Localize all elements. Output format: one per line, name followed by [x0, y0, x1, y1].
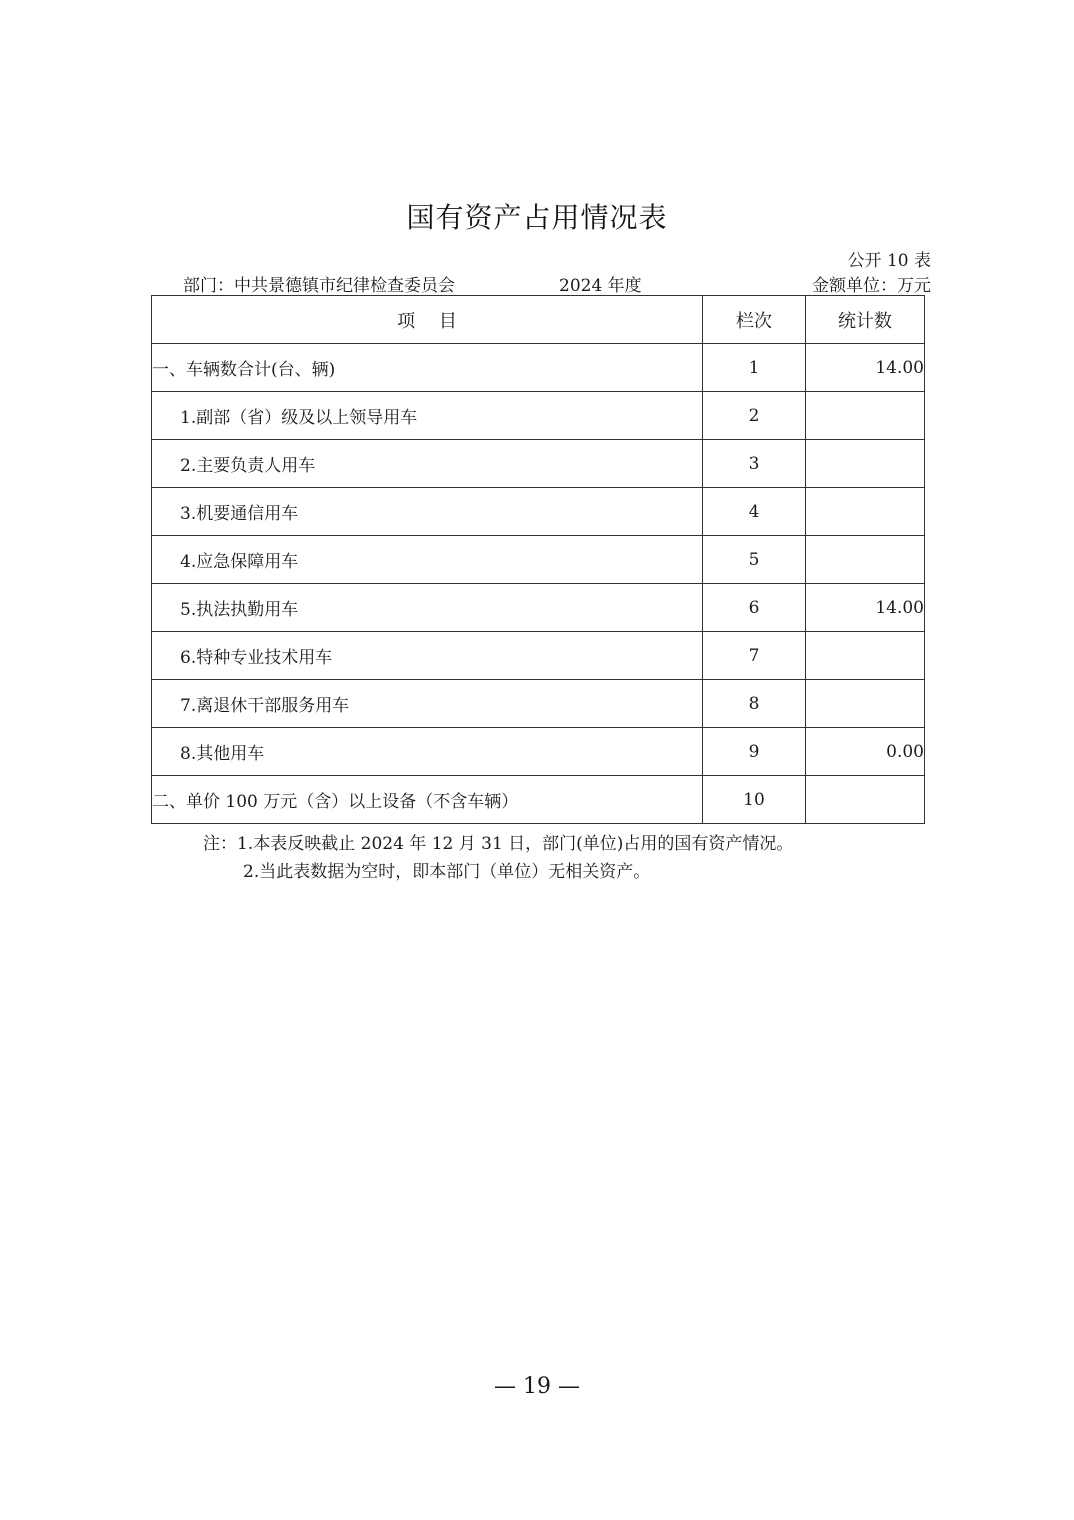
page-title: 国有资产占用情况表 — [406, 201, 668, 234]
row-value: 0.00 — [806, 728, 925, 776]
table-row — [152, 488, 925, 536]
table-row — [152, 392, 925, 440]
page-number: — 19 — — [494, 1374, 580, 1399]
row-line: 6 — [703, 584, 806, 632]
row-line: 3 — [703, 440, 806, 488]
row-value — [806, 776, 925, 824]
row-item: 3.机要通信用车 — [152, 488, 703, 536]
row-line: 10 — [703, 776, 806, 824]
row-item: 2.主要负责人用车 — [152, 440, 703, 488]
row-value — [806, 488, 925, 536]
row-item: 5.执法执勤用车 — [152, 584, 703, 632]
row-line: 1 — [703, 344, 806, 392]
header-value: 统计数 — [806, 296, 925, 344]
table-header-row — [152, 296, 925, 344]
table-row — [152, 728, 925, 776]
row-item: 8.其他用车 — [152, 728, 703, 776]
table-number: 公开 10 表 — [847, 251, 931, 271]
table-notes — [203, 830, 793, 886]
note-1: 注：1.本表反映截止 2024 年 12 月 31 日，部门(单位)占用的国有资产情况。 — [203, 834, 794, 854]
department-label: 部门：中共景德镇市纪律检查委员会 — [183, 276, 455, 296]
row-item: 4.应急保障用车 — [152, 536, 703, 584]
row-line: 4 — [703, 488, 806, 536]
row-value — [806, 632, 925, 680]
row-value — [806, 536, 925, 584]
table-row — [152, 776, 925, 824]
row-line: 2 — [703, 392, 806, 440]
header-line: 栏次 — [703, 296, 806, 344]
row-value: 14.00 — [806, 344, 925, 392]
row-value — [806, 440, 925, 488]
table-row — [152, 584, 925, 632]
amount-unit: 金额单位：万元 — [812, 276, 931, 296]
table-row — [152, 680, 925, 728]
table-row — [152, 536, 925, 584]
row-line: 8 — [703, 680, 806, 728]
table-row — [152, 344, 925, 392]
note-2: 2.当此表数据为空时，即本部门（单位）无相关资产。 — [243, 862, 651, 882]
row-value — [806, 392, 925, 440]
row-line: 7 — [703, 632, 806, 680]
row-item: 7.离退休干部服务用车 — [152, 680, 703, 728]
asset-table — [151, 295, 925, 824]
row-value — [806, 680, 925, 728]
row-item: 6.特种专业技术用车 — [152, 632, 703, 680]
table-row — [152, 440, 925, 488]
fiscal-year: 2024 年度 — [559, 276, 642, 296]
row-value: 14.00 — [806, 584, 925, 632]
header-item: 项 目 — [152, 296, 703, 344]
row-item: 二、单价 100 万元（含）以上设备（不含车辆） — [152, 776, 703, 824]
row-item: 一、车辆数合计(台、辆) — [152, 344, 703, 392]
row-line: 5 — [703, 536, 806, 584]
table-row — [152, 632, 925, 680]
row-line: 9 — [703, 728, 806, 776]
row-item: 1.副部（省）级及以上领导用车 — [152, 392, 703, 440]
